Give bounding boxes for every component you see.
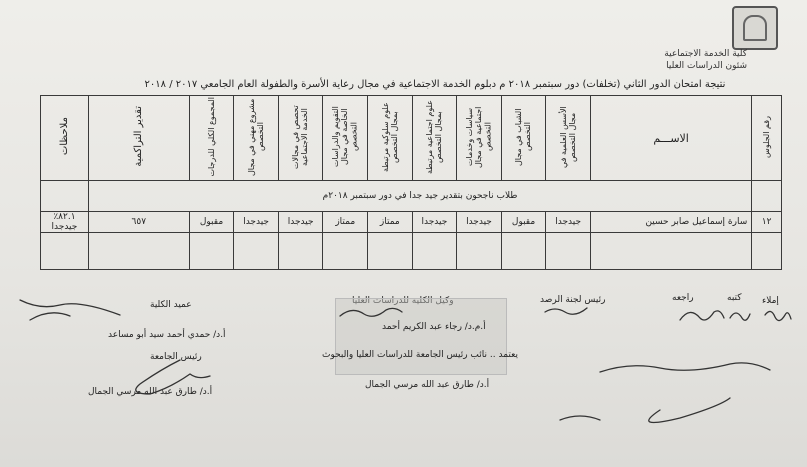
column-header: الشباب في مجال التخصص: [501, 96, 546, 181]
column-header: علوم سلوكية مرتبطة بمجال التخصص: [368, 96, 413, 181]
vice-dean-label: وكيل الكلية للدراسات العليا: [352, 296, 454, 306]
column-header: التقويم والدراسات الخاصة في مجال التخصص: [323, 96, 368, 181]
signature-review: [680, 311, 724, 320]
grade-cell: جيدجدا: [412, 212, 457, 233]
student-name: سارة إسماعيل صابر حسين: [590, 212, 751, 233]
column-header: تقدير التراكمية: [88, 96, 189, 181]
grade-cell: جيدجدا: [457, 212, 502, 233]
grade-cell: جيدجدا: [546, 212, 591, 233]
column-header: الاســـم: [590, 96, 751, 181]
total-cell: ٦٥٧: [88, 212, 189, 233]
signature-vicedean: [340, 308, 402, 316]
signature-bottom: [560, 416, 600, 420]
column-header: ملاحظات: [41, 96, 89, 181]
section-title: طلاب ناجحون بتقدير جيد جدا في دور سبتمبر ٢٠١٨م: [88, 181, 751, 212]
signature-vp: [600, 363, 770, 423]
column-header: علوم اجتماعية مرتبطة بمجال التخصص: [412, 96, 457, 181]
dictation-label: إملاء: [762, 296, 779, 306]
document-title: نتيجة امتحان الدور الثاني (تخلفات) دور سبتمبر ٢٠١٨ م دبلوم الخدمة الاجتماعية في مجال رعاية الأسرة والطفولة العام الجامعي ٢٠١٧ / ٢٠١٨: [144, 79, 726, 90]
writing-label: كتبه: [727, 293, 742, 303]
column-header: رقم الجلوس: [752, 96, 782, 181]
faculty-name: كلية الخدمة الاجتماعية: [664, 49, 747, 59]
signature-dean: [20, 300, 120, 320]
grade-cell: مقبول: [189, 212, 234, 233]
approval-label: يعتمد .. نائب رئيس الجامعة للدراسات العليا والبحوث: [322, 350, 518, 360]
committee-head-label: رئيس لجنة الرصد: [540, 295, 606, 305]
column-header: المجموع الكلي للدرجات: [189, 96, 234, 181]
cumulative-cell: ٨٢.١٪ جيدجدا: [41, 212, 89, 233]
signature-committee: [545, 308, 587, 314]
column-header: الأسس العلمية في مجال التخصص: [546, 96, 591, 181]
seat-number: ١٢: [752, 212, 782, 233]
signature-writing: [730, 313, 750, 320]
vp-name: أ.د/ طارق عبد الله مرسي الجمال: [365, 380, 490, 390]
signature-dictation: [765, 311, 791, 320]
president-name: أ.د/ طارق عبد الله مرسي الجمال: [88, 387, 213, 397]
president-label: رئيس الجامعة: [150, 352, 202, 362]
grade-cell: ممتاز: [323, 212, 368, 233]
dean-label: عميد الكلية: [150, 300, 192, 310]
dean-name: أ.د/ حمدي أحمد سيد أبو مساعد: [108, 330, 226, 340]
column-header: سياسات وخدمات اجتماعية في مجال التخصص: [457, 96, 502, 181]
vice-dean-name: أ.م.د/ رجاء عبد الكريم أحمد: [382, 322, 486, 332]
grade-cell: مقبول: [501, 212, 546, 233]
department-name: شئون الدراسات العليا: [666, 61, 747, 71]
grade-cell: جيدجدا: [234, 212, 279, 233]
column-header: تحصص في مجالات الخدمة الاجتماعية: [278, 96, 323, 181]
signature-president: [136, 360, 210, 394]
column-header: مشروع مهني في مجال التخصص: [234, 96, 279, 181]
reviewed-label: راجعه: [672, 293, 694, 303]
grade-cell: جيدجدا: [278, 212, 323, 233]
grade-cell: ممتاز: [368, 212, 413, 233]
